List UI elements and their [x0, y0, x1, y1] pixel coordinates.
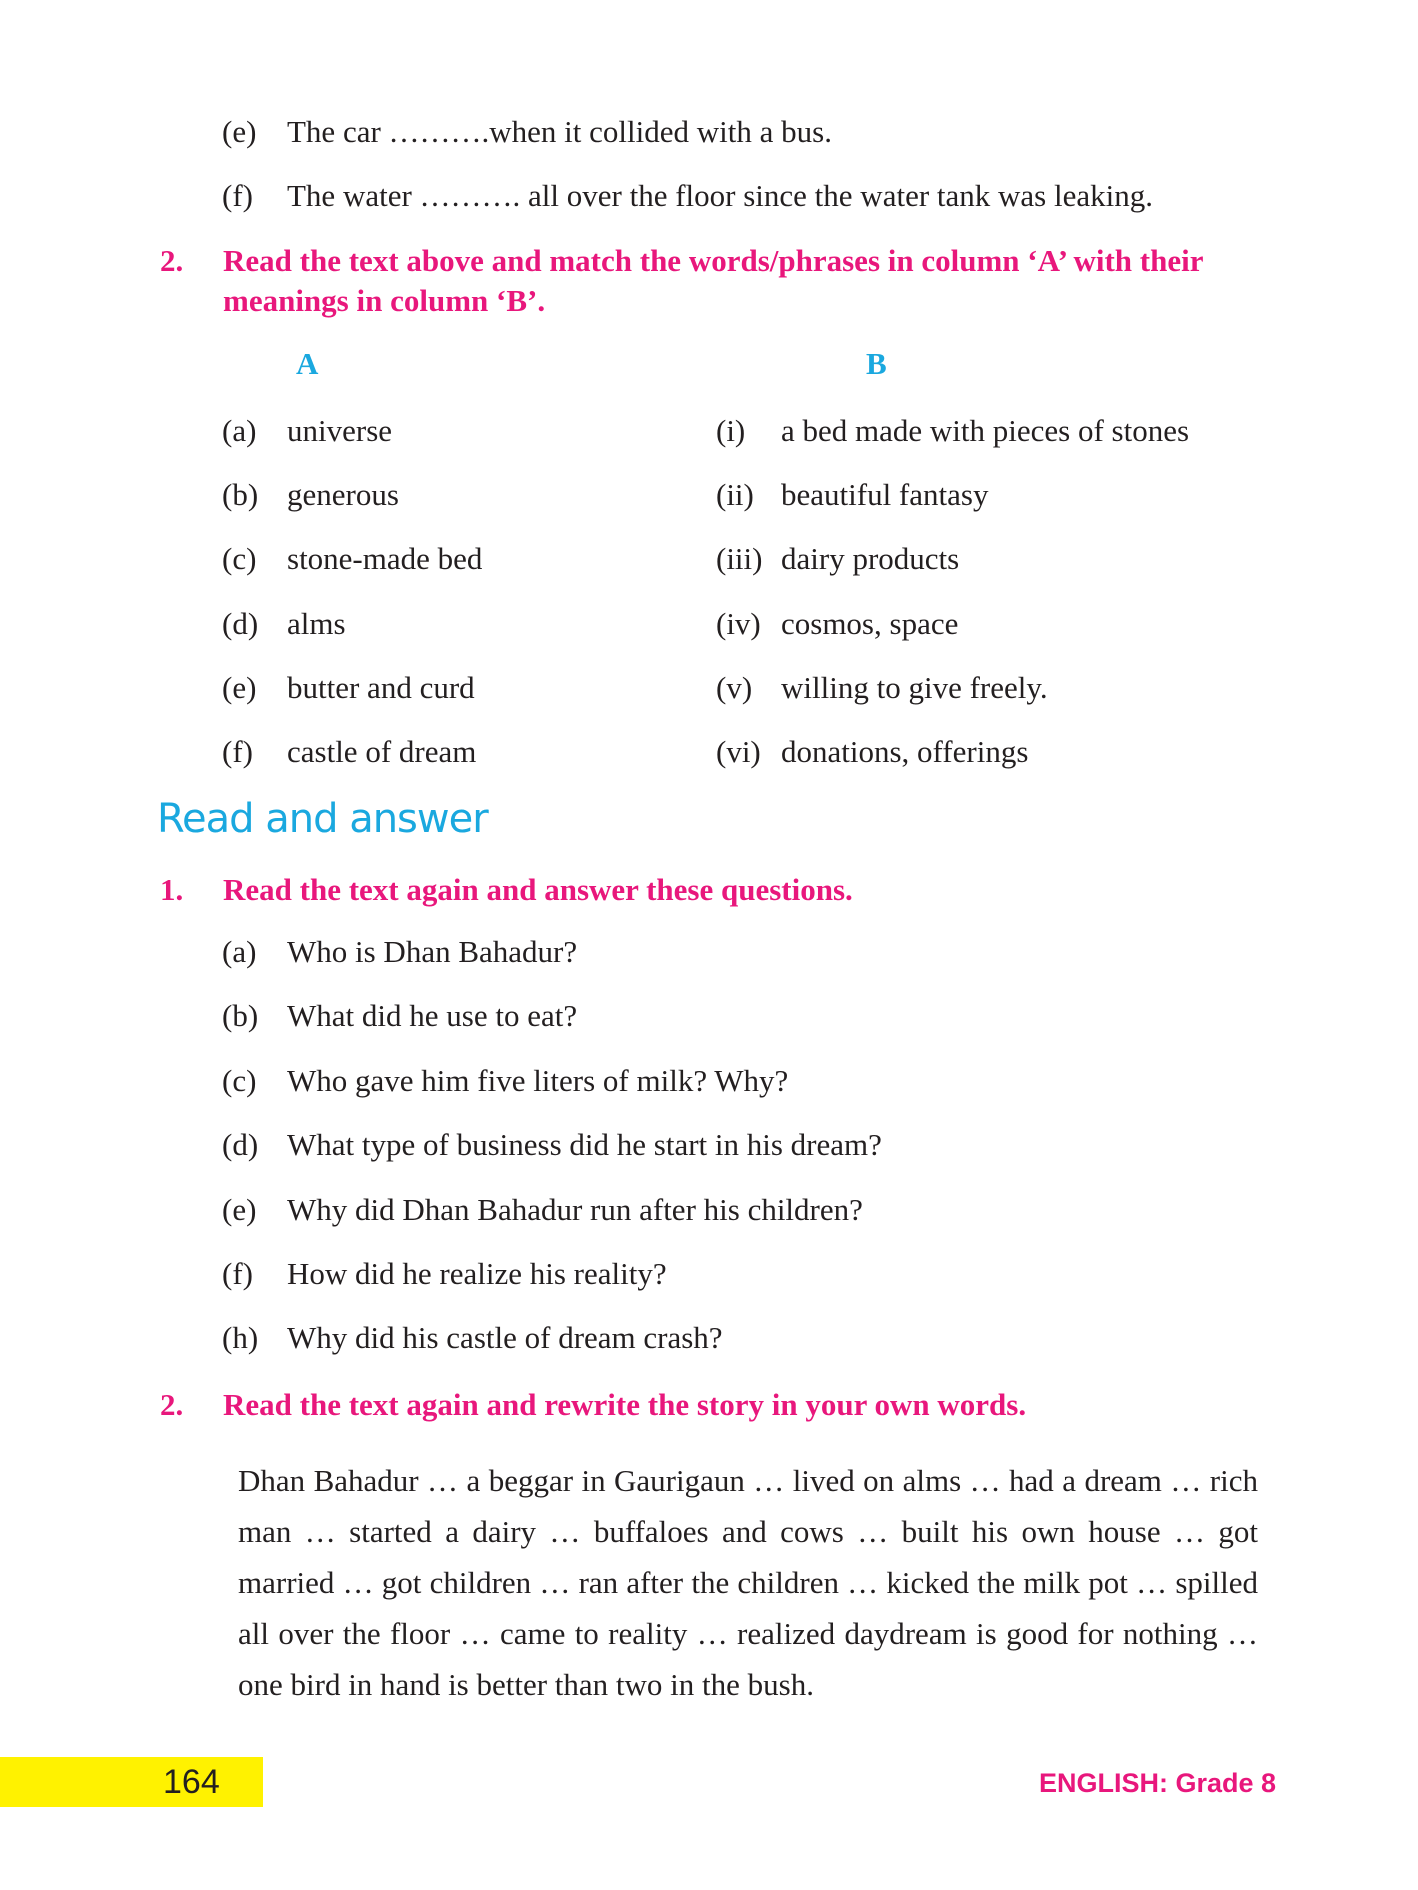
item-label: (h)	[222, 1320, 259, 1355]
item-label: (iii)	[716, 541, 763, 576]
item-text: Why did his castle of dream crash?	[287, 1320, 723, 1355]
exercise-number: 2.	[160, 243, 184, 278]
item-label: (v)	[716, 670, 753, 705]
item-label: (c)	[222, 1063, 257, 1098]
question-2-heading	[160, 1385, 1270, 1425]
item-text: dairy products	[781, 541, 960, 576]
item-label: (e)	[222, 114, 257, 149]
item-text: What did he use to eat?	[287, 998, 578, 1033]
item-text: stone-made bed	[287, 541, 483, 576]
item-text: butter and curd	[287, 670, 475, 705]
item-label: (d)	[222, 1127, 259, 1162]
item-text: alms	[287, 606, 346, 641]
item-text: beautiful fantasy	[781, 477, 989, 512]
item-label: (iv)	[716, 606, 761, 641]
item-label: (f)	[222, 1256, 253, 1291]
question-instruction: Read the text again and answer these questions.	[223, 872, 853, 907]
item-text: castle of dream	[287, 734, 477, 769]
column-b-heading: B	[866, 346, 887, 381]
item-label: (b)	[222, 998, 259, 1033]
item-label: (vi)	[716, 734, 761, 769]
item-text: Who gave him five liters of milk? Why?	[287, 1063, 789, 1098]
item-label: (i)	[716, 413, 746, 448]
item-text: Why did Dhan Bahadur run after his children?	[287, 1192, 863, 1227]
item-text: How did he realize his reality?	[287, 1256, 667, 1291]
exercise-2-heading	[160, 241, 1270, 321]
item-text: Who is Dhan Bahadur?	[287, 934, 578, 969]
story-prompt-paragraph: Dhan Bahadur … a beggar in Gaurigaun … lived on alms … had a dream … rich man … started a dairy … buffaloes and cows … built his own house … got married … got children … ran after the children … kicked the milk pot … spilled all over the floor … came to reality … realized daydream is good for nothing … one bird in hand is better than two in the bush.	[238, 1463, 1258, 1702]
item-text: universe	[287, 413, 393, 448]
item-text: generous	[287, 477, 399, 512]
item-text: What type of business did he start in his dream?	[287, 1127, 882, 1162]
item-text: a bed made with pieces of stones	[781, 413, 1190, 448]
item-label: (b)	[222, 477, 259, 512]
item-label: (c)	[222, 541, 257, 576]
item-label: (e)	[222, 1192, 257, 1227]
item-label: (a)	[222, 413, 257, 448]
book-title: ENGLISH: Grade 8	[1038, 1768, 1276, 1798]
page-number: 164	[163, 1763, 220, 1801]
question-number: 2.	[160, 1387, 184, 1422]
item-text: donations, offerings	[781, 734, 1029, 769]
question-instruction: Read the text again and rewrite the story in your own words.	[223, 1387, 1027, 1422]
section-title: Read and answer	[157, 796, 488, 842]
item-label: (f)	[222, 734, 253, 769]
item-text: cosmos, space	[781, 606, 959, 641]
question-1-heading	[160, 870, 1270, 910]
item-text: The car ……….when it collided with a bus.	[287, 114, 832, 149]
item-label: (ii)	[716, 477, 754, 512]
item-label: (e)	[222, 670, 257, 705]
exercise-instruction: Read the text above and match the words/phrases in column ‘A’ with their meanings in column ‘B’.	[223, 243, 1203, 318]
page-number-bar	[0, 1757, 263, 1807]
item-label: (d)	[222, 606, 259, 641]
column-a-heading: A	[296, 346, 319, 381]
question-number: 1.	[160, 872, 184, 907]
item-text: The water ………. all over the floor since the water tank was leaking.	[287, 178, 1153, 213]
item-label: (a)	[222, 934, 257, 969]
item-text: willing to give freely.	[781, 670, 1048, 705]
item-label: (f)	[222, 178, 253, 213]
